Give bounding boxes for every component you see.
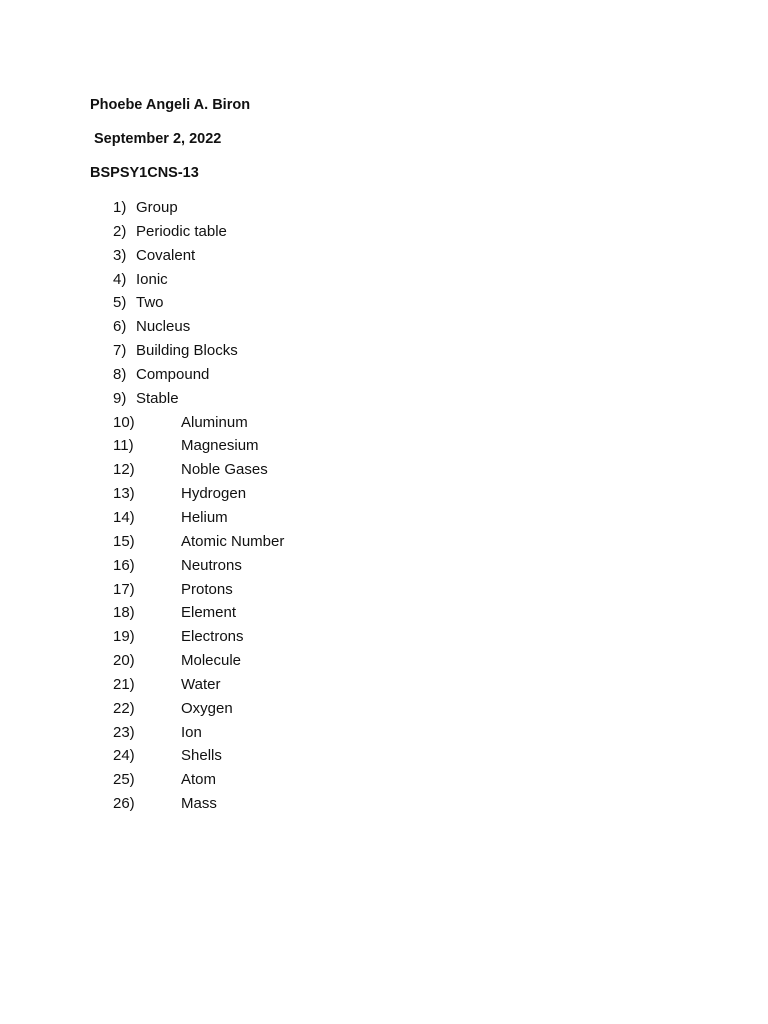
item-answer: Atom bbox=[181, 771, 217, 789]
list-item bbox=[0, 580, 768, 604]
item-number: 19) bbox=[113, 628, 135, 646]
item-number: 7) bbox=[113, 342, 127, 360]
list-item bbox=[0, 746, 768, 770]
list-item bbox=[0, 699, 768, 723]
item-answer: Noble Gases bbox=[181, 461, 268, 479]
item-number: 9) bbox=[113, 389, 127, 407]
list-item bbox=[0, 198, 768, 222]
item-answer: Electrons bbox=[181, 628, 244, 646]
item-answer: Group bbox=[136, 199, 178, 216]
item-answer: Neutrons bbox=[181, 556, 242, 574]
item-number: 4) bbox=[113, 270, 127, 288]
item-number: 10) bbox=[113, 413, 135, 431]
item-number: 25) bbox=[113, 771, 135, 789]
item-answer: Mass bbox=[181, 795, 217, 813]
answer-list bbox=[0, 198, 768, 818]
list-item bbox=[0, 317, 768, 341]
list-item bbox=[0, 270, 768, 294]
item-number: 11) bbox=[113, 437, 134, 455]
item-answer: Molecule bbox=[181, 652, 242, 670]
document-date: September 2, 2022 bbox=[94, 131, 222, 147]
item-number: 16) bbox=[113, 556, 135, 574]
item-number: 8) bbox=[113, 365, 127, 383]
list-item bbox=[0, 246, 768, 270]
item-number: 20) bbox=[113, 652, 135, 670]
item-answer: Atomic Number bbox=[181, 532, 285, 550]
item-answer: Shells bbox=[181, 747, 222, 765]
item-number: 17) bbox=[113, 580, 135, 598]
list-item bbox=[0, 675, 768, 699]
item-answer: Compound bbox=[136, 365, 210, 383]
list-item bbox=[0, 508, 768, 532]
item-number: 26) bbox=[113, 795, 135, 813]
item-answer: Ionic bbox=[136, 270, 168, 288]
item-number: 21) bbox=[113, 675, 135, 693]
item-answer: Stable bbox=[136, 389, 179, 407]
item-answer: Periodic table bbox=[136, 222, 227, 240]
list-item bbox=[0, 293, 768, 317]
item-number: 1) bbox=[113, 199, 127, 216]
list-item bbox=[0, 460, 768, 484]
item-answer: Oxygen bbox=[181, 699, 233, 717]
item-answer: Water bbox=[181, 675, 221, 693]
item-answer: Helium bbox=[181, 508, 228, 526]
list-item bbox=[0, 413, 768, 437]
item-number: 3) bbox=[113, 246, 127, 264]
list-item bbox=[0, 627, 768, 651]
item-answer: Covalent bbox=[136, 246, 196, 264]
item-answer: Protons bbox=[181, 580, 233, 598]
item-number: 13) bbox=[113, 485, 135, 503]
item-answer: Two bbox=[136, 294, 164, 312]
item-answer: Magnesium bbox=[181, 437, 259, 455]
list-item bbox=[0, 341, 768, 365]
list-item bbox=[0, 723, 768, 747]
item-number: 18) bbox=[113, 604, 135, 622]
item-number: 5) bbox=[113, 294, 127, 312]
item-number: 14) bbox=[113, 508, 135, 526]
section-code: BSPSY1CNS-13 bbox=[90, 165, 199, 181]
list-item bbox=[0, 532, 768, 556]
item-number: 22) bbox=[113, 699, 135, 717]
item-answer: Hydrogen bbox=[181, 485, 247, 503]
item-number: 12) bbox=[113, 461, 135, 479]
item-number: 6) bbox=[113, 318, 127, 336]
list-item bbox=[0, 484, 768, 508]
item-answer: Aluminum bbox=[181, 413, 248, 431]
item-number: 15) bbox=[113, 532, 135, 550]
list-item bbox=[0, 389, 768, 413]
item-number: 23) bbox=[113, 723, 135, 741]
student-name: Phoebe Angeli A. Biron bbox=[90, 97, 251, 113]
item-answer: Ion bbox=[181, 723, 202, 741]
list-item bbox=[0, 365, 768, 389]
item-answer: Building Blocks bbox=[136, 342, 238, 360]
list-item bbox=[0, 651, 768, 675]
list-item bbox=[0, 770, 768, 794]
list-item bbox=[0, 794, 768, 818]
list-item bbox=[0, 603, 768, 627]
list-item bbox=[0, 222, 768, 246]
item-answer: Element bbox=[181, 604, 237, 622]
item-answer: Nucleus bbox=[136, 318, 191, 336]
list-item bbox=[0, 436, 768, 460]
item-number: 2) bbox=[113, 222, 127, 240]
list-item bbox=[0, 556, 768, 580]
item-number: 24) bbox=[113, 747, 135, 765]
